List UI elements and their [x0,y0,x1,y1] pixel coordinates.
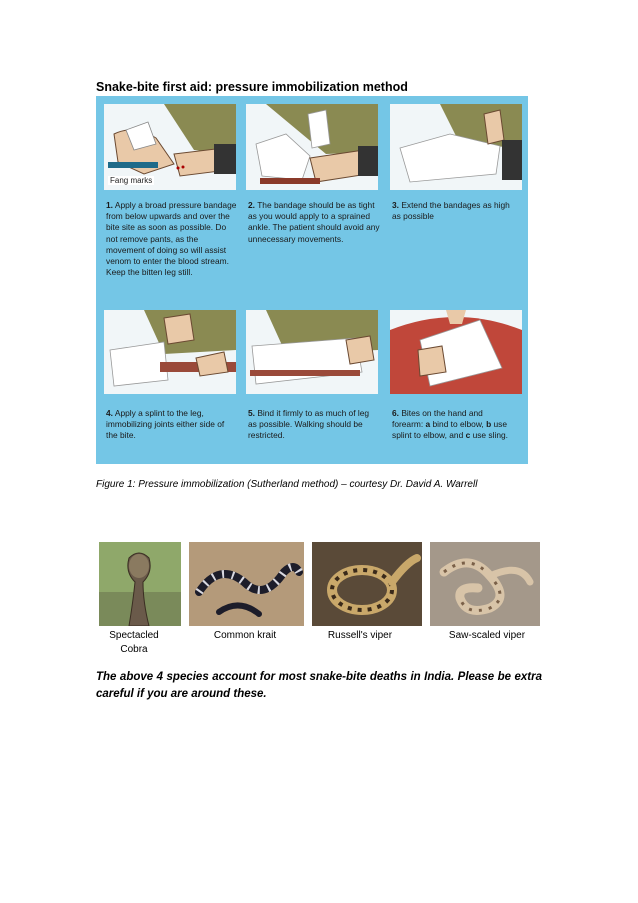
step-4-illustration [104,310,236,394]
step-4-text: 4. Apply a splint to the leg, immobilizing joints either side of the bite. [106,408,225,441]
russells-viper-photo [312,542,422,626]
snake-label-saw-scaled-viper: Saw-scaled viper [448,630,526,641]
snake-label-russells-viper: Russell's viper [327,630,393,641]
page-title: Snake-bite first aid: pressure immobilization method [96,80,408,94]
step-5-text: 5. Bind it firmly to as much of leg as possible. Walking should be restricted. [248,408,370,441]
step-2-illustration [246,104,378,190]
step-5-illustration [246,310,378,394]
warning-note: The above 4 species account for most snake-bite deaths in India. Please be extra careful if you are around these. [96,671,542,700]
snake-label-cobra: Spectacled Cobra [109,630,159,655]
fang-marks-label: Fang marks [110,176,153,185]
step-6-illustration [390,310,522,394]
step-3-illustration [390,104,522,190]
first-aid-figure [96,96,528,464]
krait-photo [189,542,304,626]
cobra-photo [99,542,181,626]
saw-scaled-viper-photo [430,542,540,626]
figure-caption: Figure 1: Pressure immobilization (Sutherland method) – courtesy Dr. David A. Warrell [96,479,478,490]
step-2-text: 2. The bandage should be as tight as you would apply to a sprained ankle. The patient should avoid any unnecessary movements. [248,200,380,244]
step-6-text: 6. Bites on the hand and forearm: a bind to elbow, b use splint to elbow, and c use sling. [392,408,508,441]
step-3-text: 3. Extend the bandages as high as possible [392,200,510,222]
step-1-illustration [104,104,236,190]
snake-label-krait: Common krait [213,630,277,641]
step-1-text: 1. Apply a broad pressure bandage from below upwards and over the bite site as soon as possible. Do not remove pants, as the movement of doing so will assist venom to enter the blood stream. Keep the bitten leg still. [106,200,237,278]
